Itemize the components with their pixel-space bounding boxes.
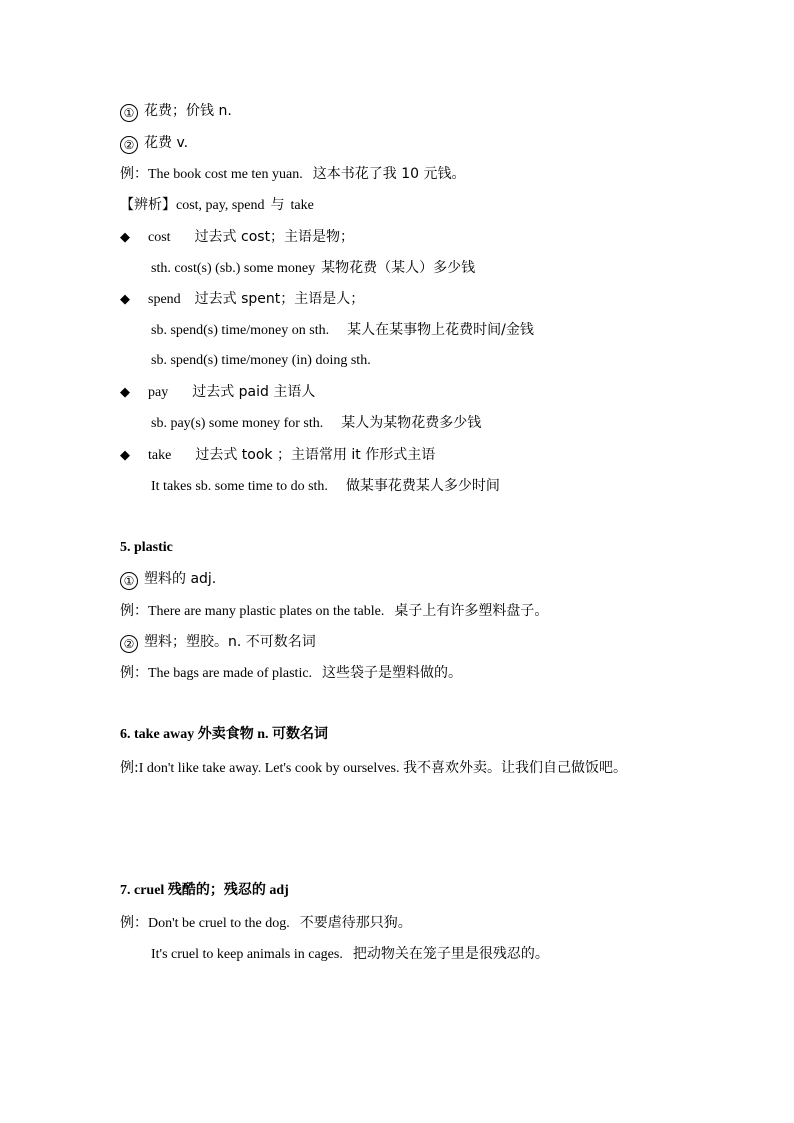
section-heading-cruel: 7. cruel 残酷的；残忍的 adj (120, 883, 289, 898)
bullet-word: take (148, 448, 172, 463)
example-label: 例： (120, 915, 148, 931)
analysis-conj: 与 (270, 197, 285, 213)
example-english: It's cruel to keep animals in cages. (151, 947, 343, 962)
example-label: 例： (120, 166, 148, 182)
bullet-word: spend (148, 292, 181, 307)
usage-meaning: 做某事花费某人多少时间 (345, 478, 500, 494)
circled-number: ② (120, 136, 138, 154)
bullet-past: 过去式 took ；主语常用 it 作形式主语 (195, 447, 436, 463)
diamond-bullet-icon: ◆ (120, 447, 130, 462)
usage-pattern: sb. pay(s) some money for sth. (151, 416, 324, 431)
example-english: The bags are made of plastic. (148, 666, 313, 681)
circled-number: ① (120, 572, 138, 590)
example-chinese: 我不喜欢外卖。让我们自己做饭吧。 (402, 760, 627, 776)
example-line (120, 663, 462, 683)
section-heading-take-away: 6. take away 外卖食物 n. 可数名词 (120, 727, 329, 742)
example-chinese: 桌子上有许多塑料盘子。 (394, 603, 549, 619)
diamond-bullet-icon: ◆ (120, 291, 130, 306)
usage-line (151, 413, 481, 433)
example-label: 例： (120, 665, 148, 681)
diamond-bullet-icon: ◆ (120, 384, 130, 399)
bullet-item-cost (120, 227, 354, 247)
definition-text: 塑料；塑胶。n. 不可数名词 (144, 634, 316, 650)
usage-line (151, 351, 371, 371)
usage-meaning: 某物花费（某人）多少钱 (321, 260, 476, 276)
definition-2 (120, 632, 316, 652)
example-label: 例： (120, 603, 148, 619)
example-line (151, 944, 549, 964)
usage-meaning: 某人为某物花费多少钱 (341, 415, 482, 431)
example-line (120, 164, 465, 184)
diamond-bullet-icon: ◆ (120, 229, 130, 244)
example-chinese: 这些袋子是塑料做的。 (322, 665, 463, 681)
bullet-item-take (120, 445, 435, 465)
circled-number: ② (120, 635, 138, 653)
analysis-words: cost, pay, spend (176, 198, 265, 213)
definition-text: 花费 v. (144, 135, 189, 151)
bullet-past: 过去式 cost；主语是物； (194, 229, 355, 245)
usage-pattern: sth. cost(s) (sb.) some money (151, 261, 316, 276)
analysis-take: take (290, 198, 314, 213)
definition-1 (120, 101, 232, 121)
usage-meaning: 某人在某事物上花费时间/金钱 (347, 322, 534, 338)
example-english: Don't be cruel to the dog. (148, 916, 290, 931)
definition-2 (120, 133, 188, 153)
usage-line (151, 320, 534, 340)
usage-line (151, 476, 500, 496)
bullet-item-pay (120, 382, 315, 402)
usage-pattern: sb. spend(s) time/money (in) doing sth. (151, 353, 371, 368)
analysis-bracket: 【辨析】 (120, 197, 176, 213)
example-english: The book cost me ten yuan. (148, 167, 303, 182)
definition-text: 花费；价钱 n. (144, 103, 232, 119)
bullet-item-spend (120, 289, 364, 309)
example-chinese: 不要虐待那只狗。 (299, 915, 412, 931)
example-chinese: 把动物关在笼子里是很残忍的。 (352, 946, 549, 962)
example-label: 例: (120, 760, 139, 776)
analysis-heading (120, 195, 314, 215)
definition-1 (120, 569, 216, 589)
example-line (120, 913, 412, 933)
definition-text: 塑料的 adj. (144, 571, 217, 587)
bullet-word: cost (148, 230, 171, 245)
section-heading-plastic: 5. plastic (120, 540, 173, 555)
example-paragraph (120, 753, 680, 784)
bullet-word: pay (148, 385, 169, 400)
example-chinese: 这本书花了我 10 元钱。 (312, 166, 466, 182)
bullet-past: 过去式 spent；主语是人； (194, 291, 365, 307)
example-english: There are many plastic plates on the table. (148, 604, 385, 619)
usage-pattern: It takes sb. some time to do sth. (151, 479, 328, 494)
usage-line (151, 258, 475, 278)
example-line (120, 601, 548, 621)
usage-pattern: sb. spend(s) time/money on sth. (151, 323, 330, 338)
circled-number: ① (120, 104, 138, 122)
example-english: I don't like take away. Let's cook by ourselves. (138, 761, 400, 776)
bullet-past: 过去式 paid 主语人 (192, 384, 316, 400)
